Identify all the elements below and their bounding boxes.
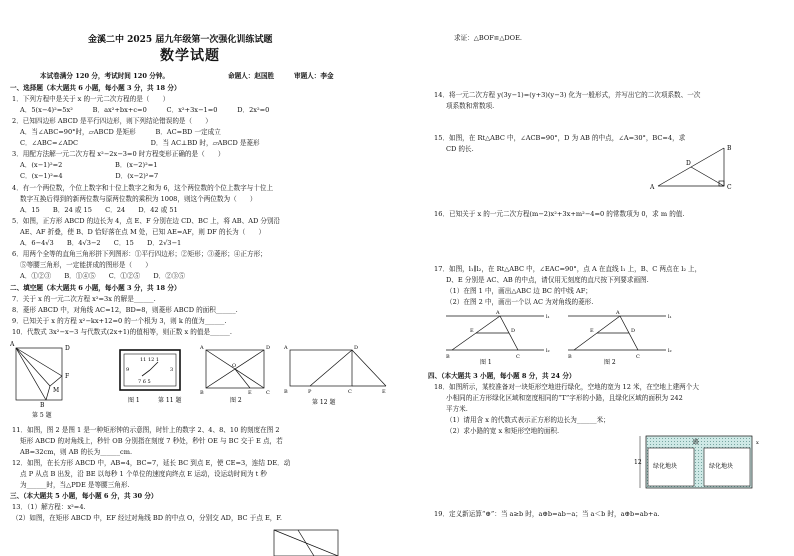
- fig12-point-p: P: [308, 389, 312, 395]
- question-line: C．∠ABC=∠ADC D．当 AC⊥BD 时，▱ABCD 是菱形: [20, 139, 260, 147]
- clock-numeral-6: 7 6 5: [138, 379, 151, 385]
- section-heading: 四、（本大题共 3 小题，每小题 8 分，共 24 分）: [428, 372, 576, 380]
- fig5-caption: 第 5 题: [32, 412, 52, 419]
- question-line: （1）在图 1 中，画出△ABC 边 BC 的中线 AF；: [446, 287, 592, 295]
- section-heading: 一、选择题（本大题共 6 小题，每小题 3 分，共 18 分）: [10, 84, 181, 92]
- question-line: D、E 分别是 AC、AB 的中点，请仅用无刻度的直尺按下列要求画图.: [446, 276, 649, 284]
- question-line: 19．定义新运算“⊕”：当 a≥b 时，a⊕b=ab−a；当 a＜b 时，a⊕b=ab+a.: [434, 510, 660, 518]
- section-heading: 三、（本大题共 5 小题，每小题 6 分，共 30 分）: [10, 492, 158, 500]
- right-column: [400, 0, 794, 556]
- exam-info: 本试卷满分 120 分，考试时间 120 分钟。: [40, 72, 170, 80]
- fig17-point-a: A: [496, 310, 500, 316]
- question-line: 9．已知关于 x 的方程 x²−kx+12=0 的一个根为 3，则 k 的值为______.: [12, 317, 227, 325]
- fig18-road-label: 路: [693, 439, 700, 446]
- question-line: 13．（1）解方程：x²=4.: [12, 503, 86, 511]
- fig18-green-left-label: 绿化地块: [653, 463, 678, 470]
- fig17-line-l2b: l₂: [668, 348, 672, 354]
- fig11-caption-title: 第 11 题: [158, 397, 182, 404]
- clock-numeral-9: 9: [126, 367, 130, 373]
- figure-15-triangle: [648, 140, 748, 194]
- fig17-point-d: D: [511, 328, 516, 334]
- question-line: A．15 B．24 或 15 C．24 D．42 或 51: [20, 206, 178, 214]
- question-line: 16．已知关于 x 的一元二次方程(m−2)x²+3x+m²−4=0 的常数项为 0，求 m 的值.: [434, 210, 685, 218]
- question-line: 4．有一个两位数，个位上数字和十位上数字之和为 6，这个两位数的个位上数字与十位上: [12, 184, 274, 192]
- figure-18: [634, 428, 784, 498]
- question-line: 14．将一元二次方程 y(3y−1)=(y+3)(y−3) 化为一般形式，并写出它的二次项系数、一次: [434, 91, 701, 99]
- figure-13-rect: [268, 524, 348, 556]
- question-line: 数字互换后得到的新两位数与原两位数的乘积为 1008，则这个两位数为（ ）: [20, 195, 257, 203]
- question-line: A．当∠ABC=90°时，▱ABCD 是矩形 B．AC=BD 一定成立: [20, 128, 221, 136]
- left-column: [0, 0, 390, 556]
- fig11-point-d: D: [266, 345, 271, 351]
- fig17-point-b: B: [446, 354, 450, 360]
- question-line: 10．代数式 3x²−x−3 与代数式(2x+1)的值相等，则正数 x 的值是______.: [12, 328, 232, 336]
- fig15-point-d: D: [686, 160, 691, 167]
- question-line: CD 的长.: [446, 145, 474, 153]
- question-line: （2）求小路的宽 x 和矩形空地的面积.: [446, 427, 560, 435]
- fig17b-point-e: E: [590, 328, 594, 334]
- fig12-point-c: C: [348, 389, 352, 395]
- fig17-line-l1b: l₁: [668, 314, 672, 320]
- question-line: A．6−4√3 B．4√3−2 C．15 D．2√3−1: [20, 239, 182, 247]
- section-heading: 二、填空题（本大题共 6 小题，每小题 3 分，共 18 分）: [10, 284, 181, 292]
- figure-11-rect: [206, 350, 264, 388]
- fig15-point-c: C: [727, 184, 732, 191]
- fig18-x-label: x: [756, 440, 759, 446]
- fig17-line-l1: l₁: [546, 314, 550, 320]
- question-line: A．(x−1)²=2 B．(x−2)²=1: [20, 161, 158, 169]
- question-line: ⑤等腰三角形，一定能拼成的图形是（ ）: [20, 261, 152, 269]
- fig5-point-m: M: [53, 387, 60, 394]
- fig17b-point-b: B: [568, 354, 572, 360]
- fig5-point-d: D: [65, 345, 70, 352]
- fig5-point-b: B: [40, 402, 45, 409]
- question-line: 18．如图所示，某校准备对一块矩形空地进行绿化，空地的宽为 12 米，在空地上建两个大: [434, 383, 699, 391]
- fig12-point-e: E: [382, 389, 386, 395]
- question-line: A．5(x−4)²=5x² B．ax²+bx+c=0 C．x²+3x−1=0 D．2x²=0: [20, 106, 270, 114]
- fig5-point-f: F: [65, 373, 70, 380]
- question-line: （2）在图 2 中，画出一个以 AC 为对角线的菱形.: [446, 298, 594, 306]
- exam-reviewer: 审题人：李金: [294, 72, 334, 80]
- figure-17: [440, 306, 690, 368]
- fig18-width-label: 12: [634, 459, 642, 466]
- question-line: （2）如图，在矩形 ABCD 中，EF 经过对角线 BD 的中点 O，分别交 AD，BC 于点 E，F.: [12, 514, 283, 522]
- fig12-point-b: B: [284, 389, 288, 395]
- question-line: 17．如图，l₁∥l₂，在 Rt△ABC 中，∠EAC=90°，点 A 在直线 l₁ 上，B、C 两点在 l₂ 上，: [434, 265, 702, 273]
- question-line: 平方米.: [446, 405, 468, 413]
- question-line: AE、AF 折叠，使 B、D 恰好落在点 M 处，已知 AE=AF，则 DF 的长为（ ）: [20, 228, 266, 236]
- fig11-point-e: E: [248, 390, 252, 396]
- fig5-point-a: A: [10, 341, 15, 348]
- fig11-caption-1: 图 1: [128, 397, 140, 404]
- fig17b-point-d: D: [631, 328, 636, 334]
- fig11-point-c: C: [266, 390, 270, 396]
- question-line: 点 P 从点 B 出发，沿 BE 以每秒 1 个单位的速度向终点 E 运动，设运动时间为 t 秒: [20, 470, 267, 478]
- fig17-line-l2: l₂: [546, 348, 550, 354]
- question-line: 7．关于 x 的一元二次方程 x²=3x 的解是______.: [12, 295, 156, 303]
- question-line: 6．用两个全等的直角三角形拼下列图形：①平行四边形；②矩形；③菱形；④正方形；: [12, 250, 267, 258]
- fig18-green-right-label: 绿化地块: [709, 463, 734, 470]
- question-line: 为______时，当△PDE 是等腰三角形.: [20, 481, 130, 489]
- figure-12-rect: [290, 350, 386, 386]
- question-line: 求证：△BOF≌△DOE.: [454, 34, 522, 42]
- fig17-point-e: E: [470, 328, 474, 334]
- question-line: A．①②③ B．①④⑤ C．①②⑤ D．②③⑤: [20, 272, 186, 280]
- question-line: C．(x−1)²=4 D．(x−2)²=7: [20, 172, 159, 180]
- fig17-point-c: C: [516, 354, 520, 360]
- figures-row: [10, 340, 390, 420]
- question-line: 矩形 ABCD 的对角线上，秒针 OB 分别指在刻度 7 秒处，秒针 OE 与 BC 交于 E 点，若: [20, 437, 283, 445]
- fig11-caption-2: 图 2: [230, 397, 242, 404]
- fig11-point-a: A: [200, 345, 204, 351]
- fig15-point-b: B: [727, 145, 732, 152]
- fig12-caption: 第 12 题: [312, 399, 336, 406]
- school-title: 金溪二中 2025 届九年级第一次强化训练试题: [88, 35, 273, 45]
- question-line: 2．已知四边形 ABCD 是平行四边形，则下列结论错误的是（ ）: [12, 117, 212, 125]
- question-line: 小相同的正方形绿化区域和宽度相同的“T”字形的小路，且绿化区域的面积为 242: [446, 394, 683, 402]
- subject-title: 数学试题: [160, 48, 220, 64]
- question-line: 11．如图，图 2 是图 1 是一种矩形钟的示意图，时针上的数字 2、4、8、10 的刻度在图 2: [12, 426, 280, 434]
- fig17-caption-1: 图 1: [480, 359, 492, 366]
- fig17-caption-2: 图 2: [604, 359, 616, 366]
- fig17b-point-a: A: [616, 310, 620, 316]
- question-line: （1）请用含 x 的代数式表示正方形的边长为______米；: [446, 416, 610, 424]
- fig11-point-b: B: [200, 390, 204, 396]
- clock-numeral-3: 3: [170, 367, 174, 373]
- fig15-point-a: A: [650, 184, 655, 191]
- question-line: 15．如图，在 Rt△ABC 中，∠ACB=90°，D 为 AB 的中点，∠A=30°，BC=4，求: [434, 134, 686, 142]
- question-line: 8．菱形 ABCD 中，对角线 AC=12，BD=8，则菱形 ABCD 的面积______.: [12, 306, 238, 314]
- question-line: 12．如图，在长方形 ABCD 中，AB=4，BC=7，延长 BC 到点 E，使 CE=3，连结 DE．动: [12, 459, 291, 467]
- fig11-point-o: O: [232, 363, 237, 369]
- exam-creator: 命题人：赵国胜: [228, 72, 275, 80]
- fig12-point-d: D: [354, 345, 359, 351]
- question-line: 项系数和常数项.: [446, 102, 495, 110]
- question-line: 5．如图，正方形 ABCD 的边长为 4，点 E、F 分别在边 CD、BC 上，将 AB、AD 分别沿: [12, 217, 281, 225]
- fig12-point-a: A: [284, 345, 288, 351]
- question-line: 1．下列方程中是关于 x 的一元二次方程的是（ ）: [12, 95, 170, 103]
- fig17b-point-c: C: [636, 354, 640, 360]
- question-line: 3．用配方法解一元二次方程 x²−2x−3=0 时方程变形正确的是（ ）: [12, 150, 225, 158]
- clock-numeral-12: 11 12 1: [140, 357, 160, 363]
- question-line: AB=32cm，则 AB 的长为______cm.: [20, 448, 133, 456]
